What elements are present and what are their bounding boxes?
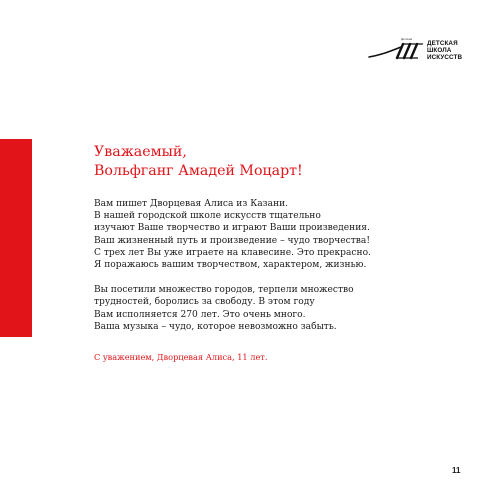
logo-text — [427, 40, 485, 61]
paragraph-line: В нашей городской школе искусств тщательно — [94, 211, 321, 222]
letter-paragraph — [94, 284, 474, 333]
page-number: 11 — [452, 466, 461, 475]
heading-line: Уважаемый, — [94, 144, 187, 160]
school-logo — [367, 37, 485, 63]
logo-line: ШКОЛА — [427, 47, 452, 54]
logo-line: ДЕТСКАЯ — [427, 40, 458, 47]
heading-line: Вольфганг Амадей Моцарт! — [94, 162, 303, 179]
logo-caption: Детская — [401, 37, 413, 41]
paragraph-line: С трех лет Вы уже играете на клавесине. Это прекрасно. — [94, 247, 371, 258]
letter-paragraph — [94, 198, 474, 271]
paragraph-line: Ваша музыка – чудо, которое невозможно забыть. — [94, 321, 337, 332]
paragraph-line: Вам пишет Дворцевая Алиса из Казани. — [94, 199, 289, 209]
logo-line: ИСКУССТВ — [427, 54, 463, 61]
letter-content — [94, 143, 474, 363]
paragraph-line: Вам исполняется 270 лет. Это очень много. — [94, 309, 306, 320]
paragraph-line: Вы посетили множество городов, терпели множество — [94, 285, 354, 296]
paragraph-line: Я поражаюсь вашим творчеством, характером, жизнью. — [94, 260, 367, 271]
paragraph-line: изучают Ваше творчество и играют Ваши произведения. — [94, 223, 370, 234]
paragraph-line: Ваш жизненный путь и произведение – чудо творчества! — [94, 235, 371, 246]
letter-heading — [94, 143, 474, 180]
paragraph-line: трудностей, боролись за свободу. В этом году — [94, 297, 315, 308]
logo-mark-icon — [367, 37, 425, 63]
accent-bar — [0, 139, 32, 337]
letter-signature: С уважением, Дворцевая Алиса, 11 лет. — [94, 352, 268, 363]
